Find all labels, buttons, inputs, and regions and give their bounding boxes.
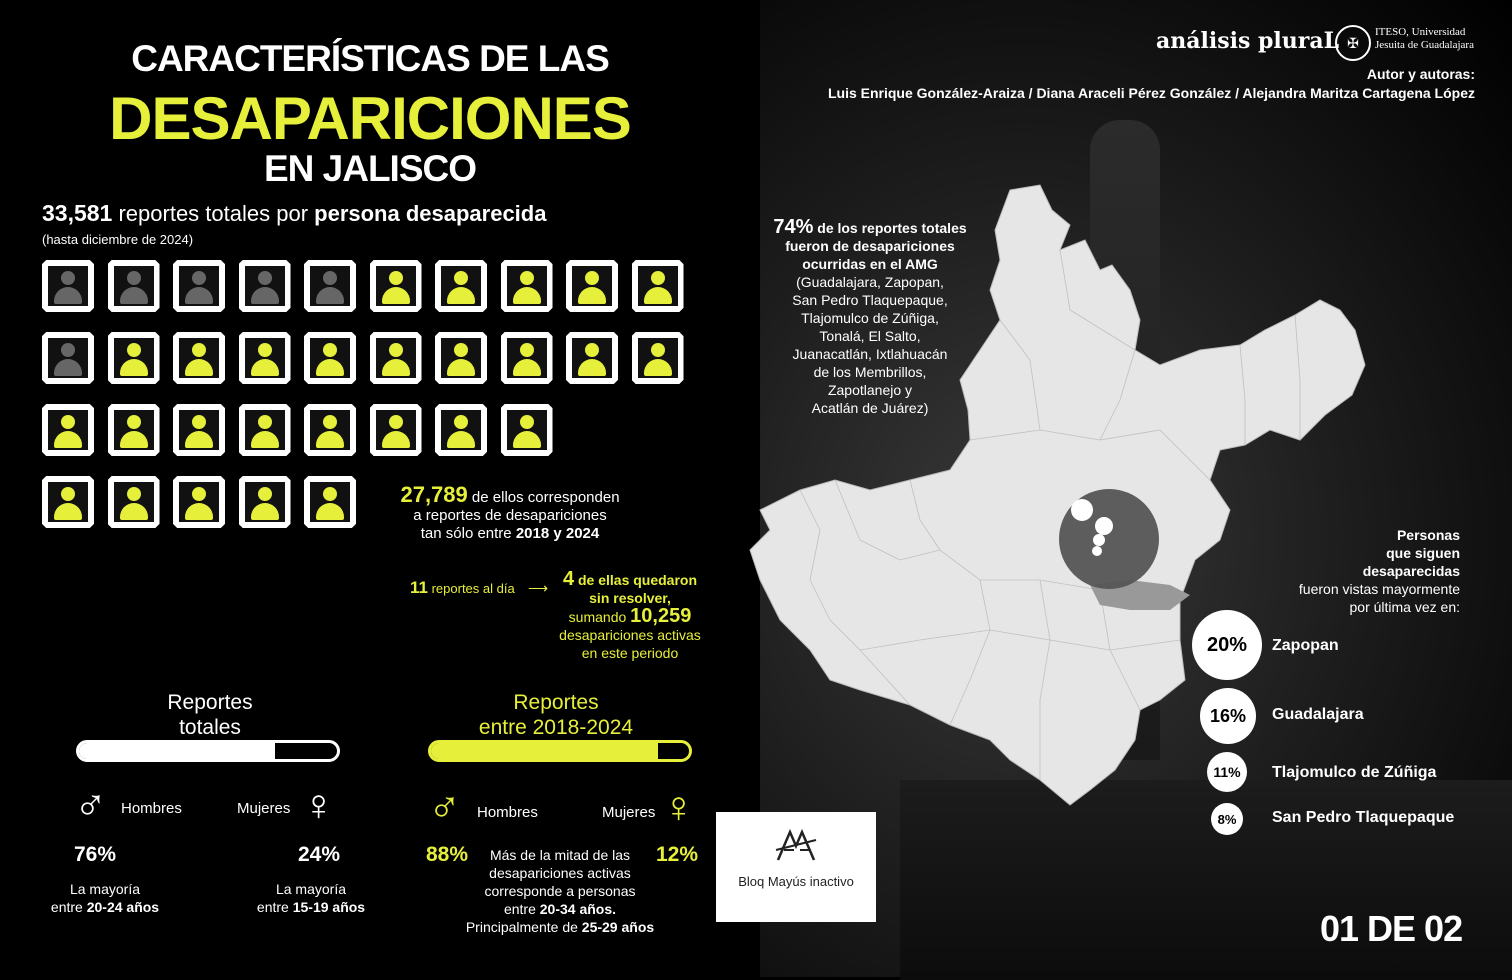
period-note-3: corresponde a personas (484, 883, 636, 899)
female-icon: ♀ (662, 783, 695, 832)
title-line-2: DESAPARICIONES (109, 85, 631, 152)
title-line-3: EN JALISCO (263, 148, 477, 189)
heading-2: que siguen (1386, 545, 1460, 561)
period-main-age: 25-29 años (581, 919, 655, 935)
place-name: San Pedro Tlaquepaque (1272, 809, 1455, 826)
place-pct-circle: 8% (1211, 803, 1243, 835)
amg-line-1: de los reportes totales (813, 220, 967, 236)
person-icon-yellow (108, 404, 160, 456)
person-icon-gray (42, 332, 94, 384)
arrow-right-icon: ⟶ (528, 580, 549, 596)
place-name: Tlajomulco de Zúñiga (1272, 764, 1437, 781)
person-icon-yellow (435, 332, 487, 384)
person-icon-yellow (108, 332, 160, 384)
person-icon-yellow (632, 260, 684, 312)
person-icon-yellow (108, 476, 160, 528)
amg-line-7: Tonalá, El Salto, (819, 328, 921, 344)
total-subtitle: (hasta diciembre de 2024) (42, 232, 194, 247)
iteso-seal-icon: ✠ (1335, 25, 1371, 61)
person-icon-yellow (566, 260, 618, 312)
unresolved-line-3: sumando (568, 609, 631, 625)
recent-line-2: a reportes de desapariciones (413, 507, 607, 524)
totals-men-pct: 76% (74, 843, 117, 866)
totals-gender-bar (76, 740, 340, 762)
totals-women-note (236, 880, 386, 916)
heading-4: fueron vistas mayormente (1298, 581, 1460, 597)
totals-section-title (110, 690, 310, 740)
active-count: 10,259 (630, 605, 692, 627)
period-men-label: Hombres (477, 804, 538, 821)
iteso-logo-text (1375, 26, 1474, 52)
women-note-1: La mayoría (275, 881, 347, 897)
person-icon-yellow (173, 404, 225, 456)
caps-lock-icon (774, 826, 818, 866)
period-note-5: Principalmente de (465, 919, 582, 935)
person-icon-yellow (501, 404, 553, 456)
unresolved-line-2: sin resolver, (589, 590, 671, 606)
amg-line-4: (Guadalajara, Zapopan, (796, 274, 944, 290)
period-note (448, 846, 672, 936)
recent-count: 27,789 (400, 482, 468, 507)
person-icon-yellow (304, 332, 356, 384)
totals-men-note (30, 880, 180, 916)
unresolved-line-4: desapariciones activas (559, 627, 701, 643)
amg-pct: 74% (773, 216, 814, 238)
unresolved-num: 4 (562, 568, 575, 590)
amg-line-2: fueron de desapariciones (785, 238, 955, 254)
heading-5: por última vez en: (1349, 599, 1460, 615)
person-icon-gray (108, 260, 160, 312)
iteso-line-1: ITESO, Universidad (1375, 26, 1466, 38)
person-icon-gray (173, 260, 225, 312)
women-age-range: 15-19 años (292, 899, 366, 915)
person-icon-gray (239, 260, 291, 312)
heading-1: Personas (1396, 527, 1460, 543)
recent-line-3: tan sólo entre (420, 525, 516, 542)
totals-bar-fill (79, 743, 275, 759)
person-icon-gray (304, 260, 356, 312)
period-note-2: desapariciones activas (489, 865, 631, 881)
period-women-label: Mujeres (602, 804, 656, 821)
heading-3: desaparecidas (1362, 563, 1460, 579)
person-icon-yellow (304, 404, 356, 456)
authors-heading: Autor y autoras: (1366, 66, 1475, 82)
daily-num: 11 (410, 578, 428, 597)
recent-years: 2018 y 2024 (515, 525, 600, 542)
person-icon-yellow (566, 332, 618, 384)
amg-line-6: Tlajomulco de Zúñiga, (801, 310, 939, 326)
authors-names: Luis Enrique González-Araiza / Diana Araceli Pérez González / Alejandra Maritza Cartagena López (827, 85, 1475, 101)
place-pct-circle: 16% (1200, 688, 1256, 744)
caps-lock-toast (716, 812, 876, 922)
person-icon-yellow (239, 404, 291, 456)
unresolved-text (540, 570, 720, 662)
period-note-1: Más de la mitad de las (489, 847, 631, 863)
amg-line-3: ocurridas en el AMG (802, 256, 938, 272)
place-name: Zapopan (1272, 637, 1339, 654)
place-name: Guadalajara (1272, 706, 1364, 723)
male-icon: ♂ (428, 783, 461, 832)
person-icon-yellow (173, 476, 225, 528)
title-line-1: CARACTERÍSTICAS DE LAS (131, 38, 609, 79)
women-note-2: entre (256, 899, 293, 915)
amg-line-5: San Pedro Tlaquepaque, (792, 292, 948, 308)
total-text: reportes totales por (112, 201, 315, 226)
daily-text: reportes al día (427, 581, 515, 596)
totals-title-1: Reportes (167, 691, 253, 714)
men-note-2: entre (50, 899, 87, 915)
period-section-title (440, 690, 672, 740)
period-note-4: entre (503, 901, 540, 917)
totals-title-2: totales (179, 716, 241, 739)
person-icon-yellow (501, 260, 553, 312)
period-age-range: 20-34 años. (539, 901, 617, 917)
period-title-2: entre 2018-2024 (478, 716, 634, 739)
male-icon: ♂ (74, 781, 107, 830)
recent-reports-text (380, 482, 640, 543)
recent-line-1: de ellos corresponden (467, 489, 620, 506)
analisis-plural-logo: análisis pluraL (1156, 28, 1340, 54)
period-title-1: Reportes (513, 691, 599, 714)
total-text-bold: persona desaparecida (314, 201, 547, 226)
tlajomulco-dot (1093, 534, 1105, 546)
amg-line-9: de los Membrillos, (813, 364, 927, 380)
total-reports (42, 200, 546, 227)
person-icon-yellow (435, 404, 487, 456)
period-bar-fill (431, 743, 658, 759)
period-men-pct: 88% (426, 843, 469, 866)
page-indicator: 01 DE 02 (1320, 908, 1463, 949)
person-icon-yellow (42, 404, 94, 456)
person-icon-yellow (42, 476, 94, 528)
totals-women-pct: 24% (298, 843, 341, 866)
unresolved-line-5: en este periodo (581, 645, 679, 661)
daily-reports (410, 578, 515, 598)
place-pct-circle: 11% (1207, 752, 1247, 792)
totals-women-label: Mujeres (237, 800, 291, 817)
female-icon: ♀ (302, 781, 335, 830)
totals-men-label: Hombres (121, 800, 182, 817)
guadalajara-dot (1095, 517, 1113, 535)
period-women-pct: 12% (656, 843, 699, 866)
amg-line-8: Juanacatlán, Ixtlahuacán (792, 346, 948, 362)
period-gender-bar (428, 740, 692, 762)
person-icon-yellow (435, 260, 487, 312)
toast-message: Bloq Mayús inactivo (738, 874, 854, 889)
person-icon-yellow (501, 332, 553, 384)
person-icon-yellow (632, 332, 684, 384)
person-icon-yellow (370, 260, 422, 312)
men-age-range: 20-24 años (86, 899, 160, 915)
place-pct-circle: 20% (1192, 610, 1262, 680)
person-icon-yellow (239, 476, 291, 528)
iteso-line-2: Jesuita de Guadalajara (1375, 39, 1474, 51)
tlaquepaque-dot (1092, 546, 1102, 556)
person-icon-yellow (304, 476, 356, 528)
men-note-1: La mayoría (69, 881, 141, 897)
person-icon-yellow (370, 404, 422, 456)
person-icon-yellow (239, 332, 291, 384)
person-icon-yellow (173, 332, 225, 384)
person-icon-yellow (370, 332, 422, 384)
unresolved-line-1: de ellas quedaron (574, 572, 698, 588)
person-icon-gray (42, 260, 94, 312)
zapopan-dot (1071, 499, 1093, 521)
amg-line-10: Zapotlanejo y (827, 382, 913, 398)
total-count: 33,581 (42, 200, 113, 226)
amg-text (760, 218, 980, 417)
last-seen-heading (1230, 526, 1460, 616)
amg-line-11: Acatlán de Juárez) (811, 400, 929, 416)
